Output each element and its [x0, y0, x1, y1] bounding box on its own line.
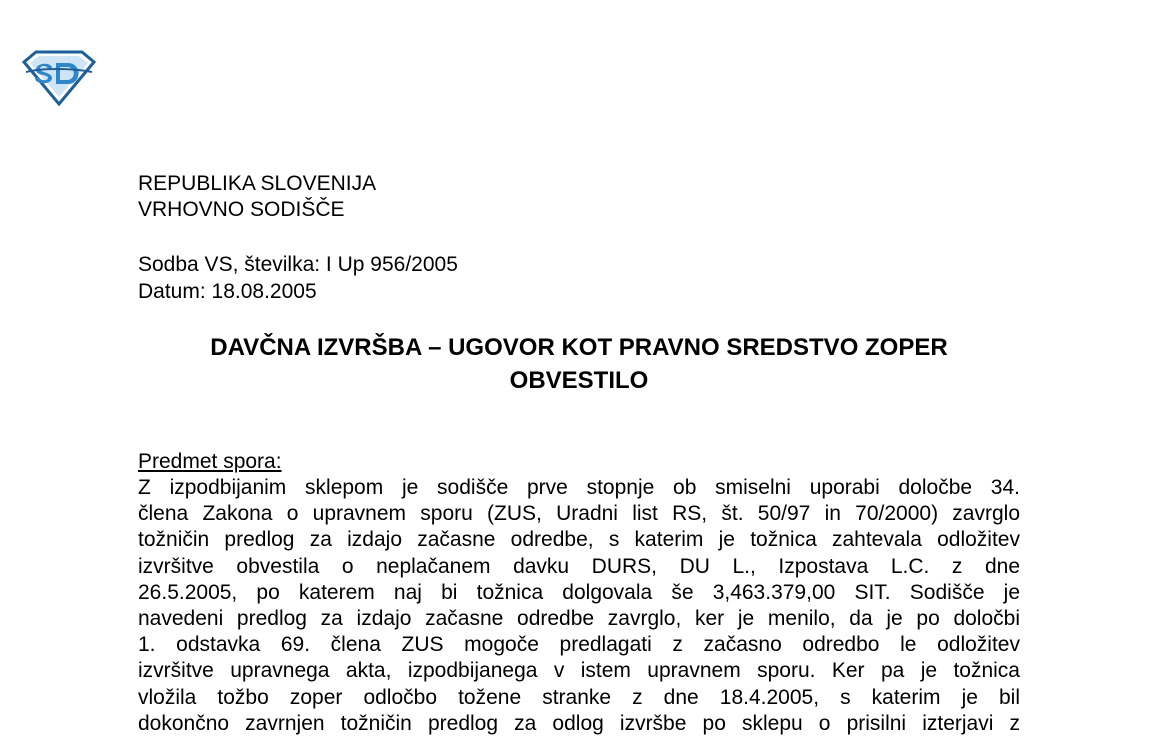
body-line: izvršitve upravnega akta, izpodbijanega v istem upravnem sporu. Ker pa je tožnica	[138, 659, 1020, 683]
republic-name: REPUBLIKA SLOVENIJA	[138, 172, 377, 195]
case-date: Datum: 18.08.2005	[138, 280, 317, 303]
subject-section	[138, 449, 1020, 737]
body-line: izvršitve obvestila o neplačanem davku DURS, DU L., Izpostava L.C. z dne	[138, 554, 1020, 578]
title-line-2: OBVESTILO	[509, 367, 649, 394]
body-line: vložila tožbo zoper odločbo tožene stranke z dne 18.4.2005, s katerim je bil	[138, 685, 1020, 709]
shield-emblem-icon	[22, 50, 96, 106]
title-line-1: DAVČNA IZVRŠBA – UGOVOR KOT PRAVNO SREDSTVO ZOPER	[210, 334, 948, 361]
section-body	[138, 475, 1020, 737]
section-heading: Predmet spora:	[138, 450, 282, 473]
body-line: 1. odstavka 69. člena ZUS mogoče predlagati z začasno odredbo le odložitev	[138, 633, 1020, 657]
body-line: člena Zakona o upravnem sporu (ZUS, Uradni list RS, št. 50/97 in 70/2000) zavrglo	[138, 502, 1020, 526]
case-number: Sodba VS, številka: I Up 956/2005	[138, 253, 458, 276]
body-line: tožničin predlog za izdajo začasne odredbe, s katerim je tožnica zahtevala odložitev	[138, 528, 1020, 552]
document-title	[138, 331, 1020, 397]
court-header	[138, 171, 376, 223]
body-line: 26.5.2005, po katerem naj bi tožnica dolgovala še 3,463.379,00 SIT. Sodišče je	[138, 580, 1020, 604]
body-line: dokončno zavrnjen tožničin predlog za odlog izvršbe po sklepu o prisilni izterjavi z	[138, 711, 1020, 735]
court-name: VRHOVNO SODIŠČE	[138, 198, 345, 221]
body-line: navedeni predlog za izdajo začasne odredbe zavrglo, ker je menilo, da je po določbi	[138, 607, 1020, 631]
court-logo	[22, 50, 96, 106]
case-info	[138, 251, 458, 305]
body-line: Z izpodbijanim sklepom je sodišče prve stopnje ob smiselni uporabi določbe 34.	[138, 476, 1020, 499]
